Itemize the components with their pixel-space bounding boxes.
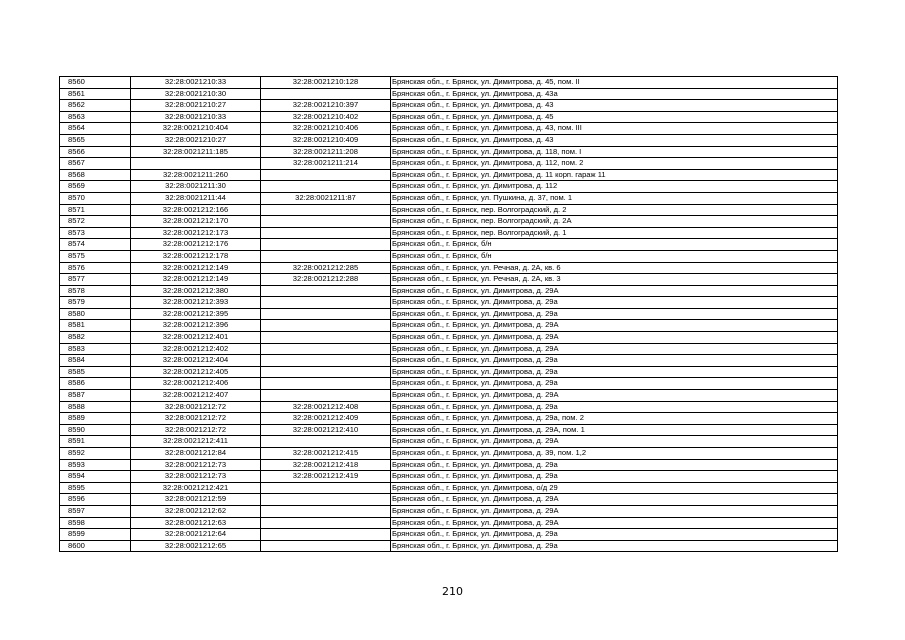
- row-number-cell: 8564: [60, 123, 131, 135]
- cadastral-number-cell: 32:28:0021212:65: [131, 540, 261, 552]
- object-number-cell: [261, 227, 391, 239]
- table-row: [60, 320, 838, 332]
- table-row: [60, 146, 838, 158]
- cadastral-number-cell: 32:28:0021212:404: [131, 355, 261, 367]
- table-row: [60, 482, 838, 494]
- table-row: [60, 505, 838, 517]
- cadastral-number-cell: 32:28:0021212:72: [131, 401, 261, 413]
- row-number-cell: 8567: [60, 158, 131, 170]
- address-cell: Брянская обл., г. Брянск, ул. Димитрова, д. 43: [391, 100, 838, 112]
- object-number-cell: [261, 216, 391, 228]
- object-number-cell: [261, 366, 391, 378]
- cadastral-number-cell: 32:28:0021212:393: [131, 297, 261, 309]
- object-number-cell: [261, 482, 391, 494]
- row-number-cell: 8598: [60, 517, 131, 529]
- table-row: [60, 111, 838, 123]
- address-cell: Брянская обл., г. Брянск, пер. Волгоградский, д. 2: [391, 204, 838, 216]
- row-number-cell: 8577: [60, 274, 131, 286]
- row-number-cell: 8589: [60, 413, 131, 425]
- cadastral-number-cell: 32:28:0021212:170: [131, 216, 261, 228]
- table-row: [60, 343, 838, 355]
- row-number-cell: 8570: [60, 192, 131, 204]
- address-cell: Брянская обл., г. Брянск, ул. Димитрова, д. 29а: [391, 378, 838, 390]
- table-row: [60, 390, 838, 402]
- table-row: [60, 192, 838, 204]
- address-cell: Брянская обл., г. Брянск, ул. Димитрова, д. 39, пом. 1,2: [391, 448, 838, 460]
- address-cell: Брянская обл., г. Брянск, ул. Димитрова, д. 29А: [391, 494, 838, 506]
- row-number-cell: 8560: [60, 77, 131, 89]
- row-number-cell: 8575: [60, 250, 131, 262]
- table-row: [60, 274, 838, 286]
- cadastral-number-cell: 32:28:0021212:64: [131, 529, 261, 541]
- row-number-cell: 8599: [60, 529, 131, 541]
- address-cell: Брянская обл., г. Брянск, ул. Димитрова, д. 29а: [391, 297, 838, 309]
- object-number-cell: 32:28:0021212:418: [261, 459, 391, 471]
- row-number-cell: 8587: [60, 390, 131, 402]
- table-row: [60, 355, 838, 367]
- object-number-cell: [261, 204, 391, 216]
- address-cell: Брянская обл., г. Брянск, ул. Димитрова, д. 112: [391, 181, 838, 193]
- cadastral-number-cell: 32:28:0021211:44: [131, 192, 261, 204]
- address-cell: Брянская обл., г. Брянск, ул. Речная, д. 2А, кв. 3: [391, 274, 838, 286]
- cadastral-number-cell: 32:28:0021210:33: [131, 111, 261, 123]
- cadastral-number-cell: 32:28:0021212:411: [131, 436, 261, 448]
- object-number-cell: 32:28:0021210:402: [261, 111, 391, 123]
- cadastral-number-cell: 32:28:0021212:176: [131, 239, 261, 251]
- table-row: [60, 158, 838, 170]
- row-number-cell: 8579: [60, 297, 131, 309]
- cadastral-number-cell: 32:28:0021212:72: [131, 413, 261, 425]
- object-number-cell: 32:28:0021210:409: [261, 134, 391, 146]
- object-number-cell: 32:28:0021212:408: [261, 401, 391, 413]
- address-cell: Брянская обл., г. Брянск, ул. Димитрова, д. 29А: [391, 505, 838, 517]
- row-number-cell: 8584: [60, 355, 131, 367]
- cadastral-number-cell: 32:28:0021212:84: [131, 448, 261, 460]
- cadastral-number-cell: 32:28:0021212:149: [131, 274, 261, 286]
- row-number-cell: 8573: [60, 227, 131, 239]
- cadastral-number-cell: 32:28:0021210:27: [131, 100, 261, 112]
- address-cell: Брянская обл., г. Брянск, ул. Димитрова, д. 43, пом. III: [391, 123, 838, 135]
- object-number-cell: 32:28:0021212:419: [261, 471, 391, 483]
- cadastral-number-cell: 32:28:0021212:406: [131, 378, 261, 390]
- address-cell: Брянская обл., г. Брянск, ул. Димитрова, д. 29а: [391, 540, 838, 552]
- table-row: [60, 401, 838, 413]
- cadastral-number-cell: 32:28:0021212:178: [131, 250, 261, 262]
- object-number-cell: [261, 436, 391, 448]
- cadastral-number-cell: 32:28:0021210:404: [131, 123, 261, 135]
- object-number-cell: [261, 390, 391, 402]
- cadastral-number-cell: 32:28:0021212:396: [131, 320, 261, 332]
- address-cell: Брянская обл., г. Брянск, ул. Димитрова, д. 29а: [391, 308, 838, 320]
- row-number-cell: 8585: [60, 366, 131, 378]
- object-number-cell: 32:28:0021211:208: [261, 146, 391, 158]
- table-row: [60, 424, 838, 436]
- object-number-cell: [261, 297, 391, 309]
- table-row: [60, 181, 838, 193]
- address-cell: Брянская обл., г. Брянск, ул. Димитрова, д. 29а: [391, 529, 838, 541]
- cadastral-number-cell: 32:28:0021212:405: [131, 366, 261, 378]
- row-number-cell: 8572: [60, 216, 131, 228]
- row-number-cell: 8595: [60, 482, 131, 494]
- registry-table: [59, 76, 838, 552]
- table-row: [60, 332, 838, 344]
- cadastral-number-cell: 32:28:0021212:149: [131, 262, 261, 274]
- address-cell: Брянская обл., г. Брянск, пер. Волгоградский, д. 2А: [391, 216, 838, 228]
- object-number-cell: [261, 169, 391, 181]
- address-cell: Брянская обл., г. Брянск, ул. Пушкина, д. 37, пом. 1: [391, 192, 838, 204]
- table-row: [60, 366, 838, 378]
- row-number-cell: 8565: [60, 134, 131, 146]
- row-number-cell: 8590: [60, 424, 131, 436]
- row-number-cell: 8582: [60, 332, 131, 344]
- cadastral-number-cell: 32:28:0021212:73: [131, 459, 261, 471]
- row-number-cell: 8568: [60, 169, 131, 181]
- table-row: [60, 413, 838, 425]
- object-number-cell: [261, 332, 391, 344]
- row-number-cell: 8596: [60, 494, 131, 506]
- cadastral-number-cell: 32:28:0021210:33: [131, 77, 261, 89]
- table-row: [60, 239, 838, 251]
- object-number-cell: 32:28:0021212:410: [261, 424, 391, 436]
- address-cell: Брянская обл., г. Брянск, ул. Димитрова, д. 29А: [391, 285, 838, 297]
- row-number-cell: 8561: [60, 88, 131, 100]
- address-cell: Брянская обл., г. Брянск, ул. Димитрова, д. 45: [391, 111, 838, 123]
- cadastral-number-cell: 32:28:0021212:62: [131, 505, 261, 517]
- table-row: [60, 88, 838, 100]
- row-number-cell: 8571: [60, 204, 131, 216]
- address-cell: Брянская обл., г. Брянск, ул. Речная, д. 2А, кв. 6: [391, 262, 838, 274]
- cadastral-number-cell: 32:28:0021212:63: [131, 517, 261, 529]
- object-number-cell: [261, 239, 391, 251]
- table-row: [60, 250, 838, 262]
- address-cell: Брянская обл., г. Брянск, ул. Димитрова, д. 43: [391, 134, 838, 146]
- object-number-cell: [261, 181, 391, 193]
- object-number-cell: [261, 308, 391, 320]
- table-row: [60, 204, 838, 216]
- table-row: [60, 123, 838, 135]
- row-number-cell: 8578: [60, 285, 131, 297]
- row-number-cell: 8576: [60, 262, 131, 274]
- row-number-cell: 8574: [60, 239, 131, 251]
- address-cell: Брянская обл., г. Брянск, ул. Димитрова, д. 29А: [391, 517, 838, 529]
- row-number-cell: 8594: [60, 471, 131, 483]
- address-cell: Брянская обл., г. Брянск, б/н: [391, 239, 838, 251]
- cadastral-number-cell: 32:28:0021212:402: [131, 343, 261, 355]
- address-cell: Брянская обл., г. Брянск, ул. Димитрова, д. 29а, пом. 2: [391, 413, 838, 425]
- row-number-cell: 8600: [60, 540, 131, 552]
- cadastral-number-cell: 32:28:0021212:59: [131, 494, 261, 506]
- address-cell: Брянская обл., г. Брянск, б/н: [391, 250, 838, 262]
- address-cell: Брянская обл., г. Брянск, ул. Димитрова, д. 29а: [391, 459, 838, 471]
- object-number-cell: [261, 355, 391, 367]
- object-number-cell: [261, 343, 391, 355]
- row-number-cell: 8583: [60, 343, 131, 355]
- cadastral-number-cell: 32:28:0021211:30: [131, 181, 261, 193]
- page-number: 210: [442, 585, 463, 598]
- object-number-cell: 32:28:0021210:406: [261, 123, 391, 135]
- table-row: [60, 308, 838, 320]
- object-number-cell: 32:28:0021212:288: [261, 274, 391, 286]
- row-number-cell: 8586: [60, 378, 131, 390]
- table-row: [60, 134, 838, 146]
- cadastral-number-cell: 32:28:0021211:260: [131, 169, 261, 181]
- object-number-cell: [261, 378, 391, 390]
- row-number-cell: 8562: [60, 100, 131, 112]
- row-number-cell: 8566: [60, 146, 131, 158]
- table-row: [60, 262, 838, 274]
- cadastral-number-cell: 32:28:0021210:27: [131, 134, 261, 146]
- table-row: [60, 216, 838, 228]
- object-number-cell: 32:28:0021210:128: [261, 77, 391, 89]
- cadastral-number-cell: 32:28:0021212:380: [131, 285, 261, 297]
- object-number-cell: [261, 285, 391, 297]
- cadastral-number-cell: 32:28:0021212:73: [131, 471, 261, 483]
- address-cell: Брянская обл., г. Брянск, ул. Димитрова, д. 112, пом. 2: [391, 158, 838, 170]
- address-cell: Брянская обл., г. Брянск, ул. Димитрова, д. 29а: [391, 366, 838, 378]
- address-cell: Брянская обл., г. Брянск, ул. Димитрова, д. 43а: [391, 88, 838, 100]
- table-row: [60, 227, 838, 239]
- address-cell: Брянская обл., г. Брянск, ул. Димитрова, о/д 29: [391, 482, 838, 494]
- row-number-cell: 8563: [60, 111, 131, 123]
- object-number-cell: [261, 88, 391, 100]
- cadastral-number-cell: 32:28:0021210:30: [131, 88, 261, 100]
- cadastral-number-cell: 32:28:0021212:395: [131, 308, 261, 320]
- object-number-cell: 32:28:0021212:415: [261, 448, 391, 460]
- table-row: [60, 77, 838, 89]
- cadastral-number-cell: 32:28:0021212:166: [131, 204, 261, 216]
- object-number-cell: [261, 320, 391, 332]
- registry-table-body: [60, 77, 838, 552]
- cadastral-number-cell: 32:28:0021212:401: [131, 332, 261, 344]
- address-cell: Брянская обл., г. Брянск, пер. Волгоградский, д. 1: [391, 227, 838, 239]
- address-cell: Брянская обл., г. Брянск, ул. Димитрова, д. 29А: [391, 320, 838, 332]
- row-number-cell: 8588: [60, 401, 131, 413]
- table-row: [60, 297, 838, 309]
- cadastral-number-cell: [131, 158, 261, 170]
- table-row: [60, 169, 838, 181]
- object-number-cell: 32:28:0021212:409: [261, 413, 391, 425]
- object-number-cell: [261, 540, 391, 552]
- object-number-cell: 32:28:0021210:397: [261, 100, 391, 112]
- row-number-cell: 8592: [60, 448, 131, 460]
- cadastral-number-cell: 32:28:0021212:407: [131, 390, 261, 402]
- table-row: [60, 517, 838, 529]
- row-number-cell: 8580: [60, 308, 131, 320]
- object-number-cell: [261, 250, 391, 262]
- object-number-cell: 32:28:0021212:285: [261, 262, 391, 274]
- row-number-cell: 8593: [60, 459, 131, 471]
- table-row: [60, 378, 838, 390]
- row-number-cell: 8591: [60, 436, 131, 448]
- table-row: [60, 529, 838, 541]
- table-row: [60, 459, 838, 471]
- address-cell: Брянская обл., г. Брянск, ул. Димитрова, д. 45, пом. II: [391, 77, 838, 89]
- address-cell: Брянская обл., г. Брянск, ул. Димитрова, д. 29а: [391, 401, 838, 413]
- table-row: [60, 100, 838, 112]
- table-row: [60, 285, 838, 297]
- object-number-cell: 32:28:0021211:214: [261, 158, 391, 170]
- address-cell: Брянская обл., г. Брянск, ул. Димитрова, д. 29а: [391, 355, 838, 367]
- address-cell: Брянская обл., г. Брянск, ул. Димитрова, д. 29А: [391, 390, 838, 402]
- address-cell: Брянская обл., г. Брянск, ул. Димитрова, д. 29А: [391, 332, 838, 344]
- object-number-cell: [261, 505, 391, 517]
- row-number-cell: 8581: [60, 320, 131, 332]
- address-cell: Брянская обл., г. Брянск, ул. Димитрова, д. 118, пом. I: [391, 146, 838, 158]
- cadastral-number-cell: 32:28:0021212:421: [131, 482, 261, 494]
- address-cell: Брянская обл., г. Брянск, ул. Димитрова, д. 29а: [391, 471, 838, 483]
- object-number-cell: 32:28:0021211:87: [261, 192, 391, 204]
- row-number-cell: 8569: [60, 181, 131, 193]
- row-number-cell: 8597: [60, 505, 131, 517]
- object-number-cell: [261, 529, 391, 541]
- table-row: [60, 494, 838, 506]
- object-number-cell: [261, 494, 391, 506]
- address-cell: Брянская обл., г. Брянск, ул. Димитрова, д. 29А, пом. 1: [391, 424, 838, 436]
- table-row: [60, 448, 838, 460]
- cadastral-number-cell: 32:28:0021211:185: [131, 146, 261, 158]
- address-cell: Брянская обл., г. Брянск, ул. Димитрова, д. 29А: [391, 436, 838, 448]
- address-cell: Брянская обл., г. Брянск, ул. Димитрова, д. 11 корп. гараж 11: [391, 169, 838, 181]
- cadastral-number-cell: 32:28:0021212:173: [131, 227, 261, 239]
- table-row: [60, 436, 838, 448]
- address-cell: Брянская обл., г. Брянск, ул. Димитрова, д. 29А: [391, 343, 838, 355]
- object-number-cell: [261, 517, 391, 529]
- table-row: [60, 471, 838, 483]
- table-row: [60, 540, 838, 552]
- cadastral-number-cell: 32:28:0021212:72: [131, 424, 261, 436]
